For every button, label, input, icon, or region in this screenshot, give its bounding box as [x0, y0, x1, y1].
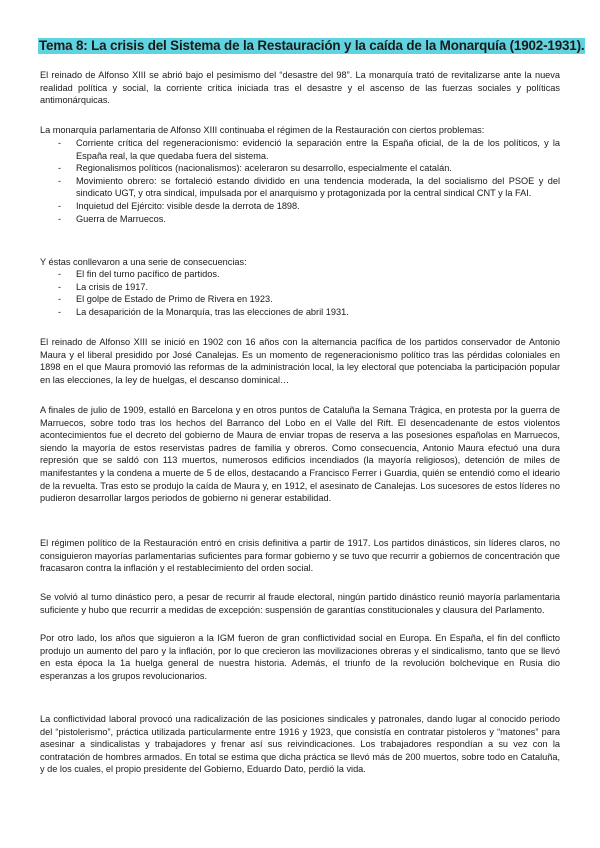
list-item: - Regionalismos políticos (nacionalismos): aceleraron su desarrollo, especialmente el catalán.	[58, 162, 560, 175]
problems-intro-paragraph: La monarquía parlamentaria de Alfonso XIII continuaba el régimen de la Restauración con ciertos problemas:	[40, 125, 485, 135]
consequences-intro-paragraph: Y éstas conllevaron a una serie de consecuencias:	[40, 257, 247, 267]
tragic-week-paragraph: A finales de julio de 1909, estalló en Barcelona y en otros puntos de Cataluña la Semana Trágica, en protesta por la guerra de Marruecos, sobre todo tras los hechos del Barranco del Lobo en el Valle del Rift. El desencadenante de estos violentos acontecimientos fue el decreto del gobierno de Maura de enviar tropas de reserva a las posesiones españolas en Marruecos, siendo la mayoría de estos reservistas padres de familia y obreros. Como consecuencia, Antonio Maura efectuó una dura represión que se saldó con 113 muertos, numerosos edificios incendiados (la mayoría religiosos), detención de miles de manifestantes y la condena a muerte de 5 de ellos, destacando a Francisco Ferrer i Guardia, quién se entendió como el ideario de la revuelta. Tras esto se produjo la caída de Maura y, en 1912, el asesinato de Canalejas. Los sucesores de estos líderes no pudieron desarrollar largos periodos de gobierno ni generar estabilidad.	[40, 405, 560, 504]
list-item: - La crisis de 1917.	[58, 281, 560, 294]
intro-paragraph: El reinado de Alfonso XIII se abrió bajo el pesimismo del “desastre del 98”. La monarquía trató de revitalizarse ante la nueva realidad política y social, la corriente crítica iniciada tras el desastre y el ascenso de las fuerzas sociales y políticas antimonárquicas.	[40, 70, 560, 106]
list-item: - Guerra de Marruecos.	[58, 213, 560, 226]
reign-start-paragraph: El reinado de Alfonso XIII se inició en 1902 con 16 años con la alternancia pacífica de los partidos conservador de Antonio Maura y el liberal presidido por José Canalejas. Es un momento de regeneracionismo político tras las pérdidas coloniales en 1898 en el que Maura promovió las reformas de la administración local, la ley electoral que potenciaba la participación popular en las elecciones, la ley de huelgas, el descanso dominical…	[40, 337, 560, 385]
list-item: - Corriente crítica del regeneracionismo: evidenció la separación entre la España oficial, de la de los políticos, y la España real, la que quedaba fuera del sistema.	[58, 137, 560, 162]
list-item: - Movimiento obrero: se fortaleció estando dividido en una tendencia moderada, la del socialismo del PSOE y del sindicato UGT, y otra sindical, impulsada por el anarquismo y protagonizada por la central sindical CNT y la FAI.	[58, 175, 560, 200]
list-item: - El golpe de Estado de Primo de Rivera en 1923.	[58, 293, 560, 306]
problems-list	[58, 137, 560, 225]
list-item: - Inquietud del Ejército: visible desde la derrota de 1898.	[58, 200, 560, 213]
dynastic-turn-paragraph: Se volvió al turno dinástico pero, a pesar de recurrir al fraude electoral, ningún partido dinástico reunió mayoría parlamentaria suficiente y hubo que recurrir a medidas de excepción: suspensión de garantías constitucionales y clausura del Parlamento.	[40, 592, 560, 615]
crisis-1917-paragraph: El régimen político de la Restauración entró en crisis definitiva a partir de 1917. Los partidos dinásticos, sin líderes claros, no consiguieron mayorías parlamentarias suficientes para formar gobierno y se tuvo que recurrir a gobiernos de concentración que fracasaron contra la inflación y el restablecimiento del orden social.	[40, 538, 560, 574]
page-title: Tema 8: La crisis del Sistema de la Restauración y la caída de la Monarquía (1902-1931).	[39, 38, 585, 53]
post-war-paragraph: Por otro lado, los años que siguieron a la IGM fueron de gran conflictividad social en Europa. En España, el fin del conflicto produjo un aumento del paro y la inflación, por lo que crecieron las movilizaciones obreras y el sindicalismo, tanto que se llevó en esta época la 1a huelga general de nuestra historia. Además, el triunfo de la revolución bolchevique en Rusia dio esperanzas a los grupos revolucionarios.	[40, 633, 560, 681]
list-item: - El fin del turno pacífico de partidos.	[58, 268, 560, 281]
consequences-list	[58, 268, 560, 318]
pistolerismo-paragraph: La conflictividad laboral provocó una radicalización de las posiciones sindicales y patronales, dando lugar al conocido periodo del “pistolerismo”, práctica utilizada particularmente entre 1916 y 1923, que consistía en contratar pistoleros y “matones” para asesinar a sindicalistas y trabajadores y frenar así sus reivindicaciones. Los trabajadores respondían a su vez con la contratación de hombres armados. En total se estima que dicha práctica se llevó más de 200 muertos, sobre todo en Cataluña, y de los cuales, el propio presidente del Gobierno, Eduardo Dato, perdió la vida.	[40, 714, 560, 775]
list-item: - La desaparición de la Monarquía, tras las elecciones de abril 1931.	[58, 306, 560, 319]
